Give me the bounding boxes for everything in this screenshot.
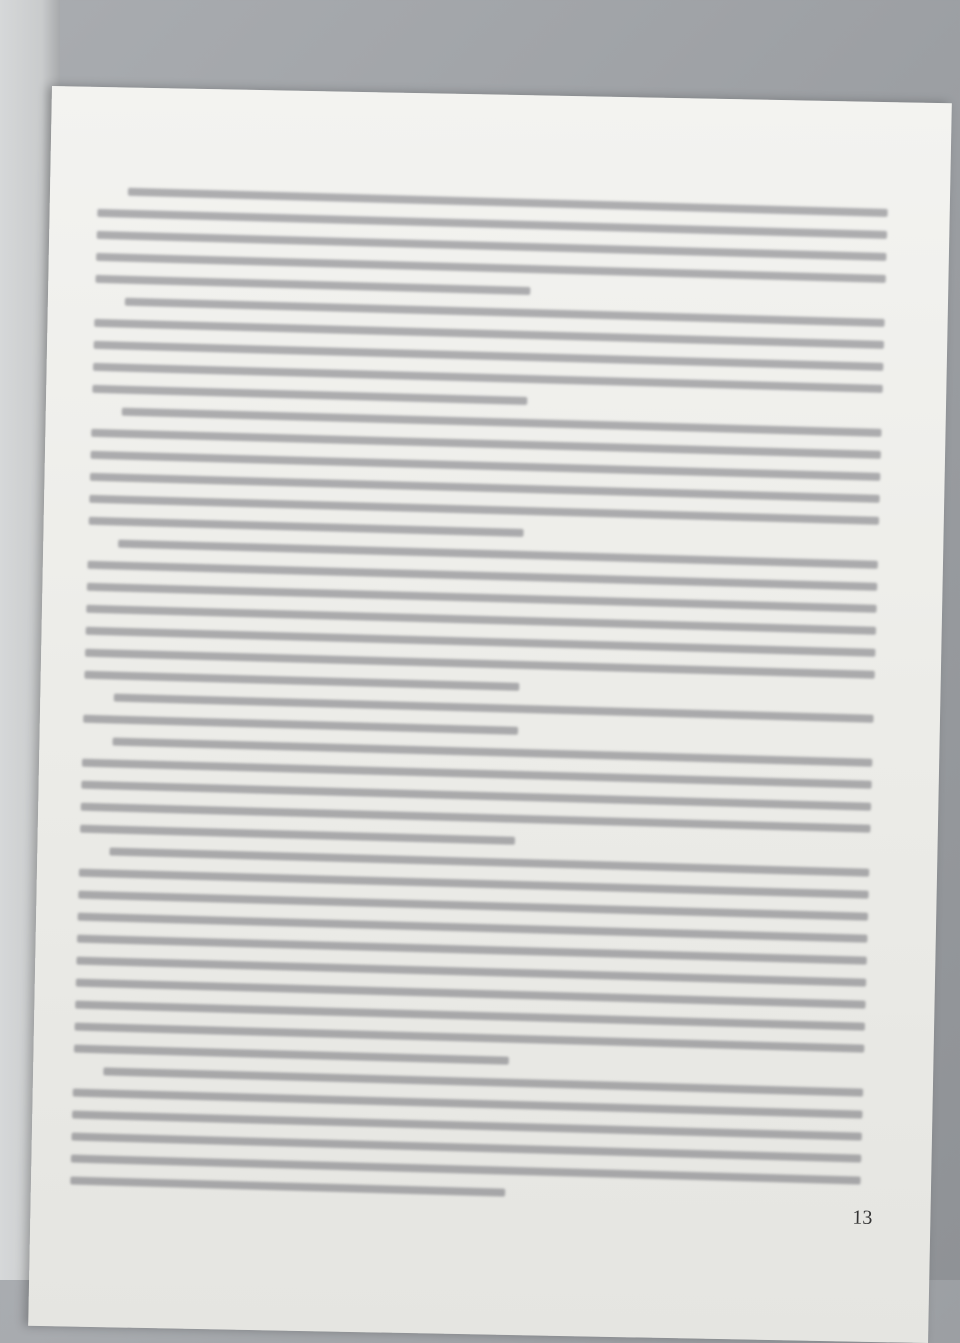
paragraph <box>80 737 872 855</box>
book-page <box>28 86 952 1343</box>
text-line <box>80 825 515 845</box>
paragraph <box>92 297 884 415</box>
text-line <box>74 1045 509 1065</box>
paragraph <box>89 407 882 547</box>
paragraph <box>83 693 874 745</box>
text-line <box>92 385 527 405</box>
paragraph <box>95 187 887 305</box>
text-line <box>83 715 518 735</box>
text-line <box>70 1177 505 1197</box>
page-number: 13 <box>852 1206 873 1229</box>
text-line <box>84 671 519 691</box>
text-line <box>89 517 524 537</box>
body-text <box>70 187 888 1221</box>
text-line <box>95 275 530 295</box>
paragraph <box>70 1067 863 1207</box>
paragraph <box>74 847 869 1075</box>
paragraph <box>84 539 878 701</box>
